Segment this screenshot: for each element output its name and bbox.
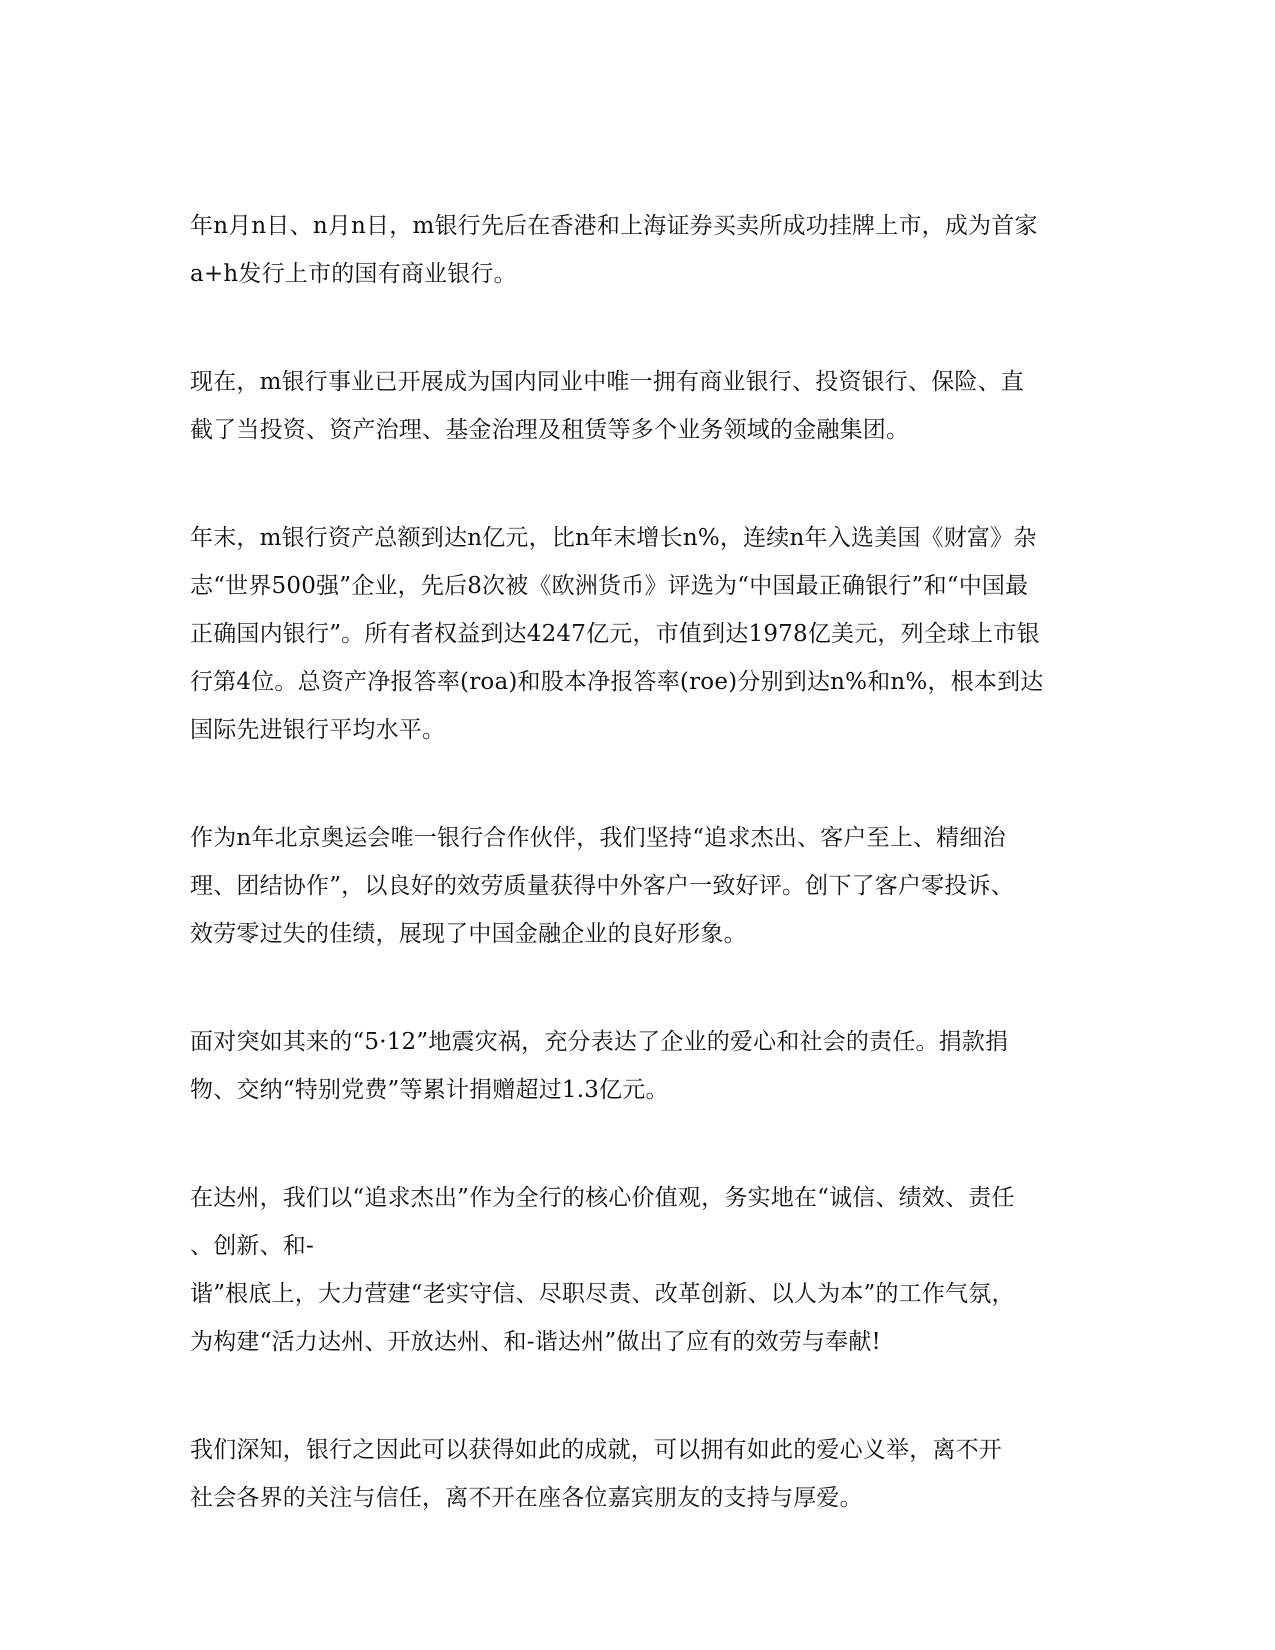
paragraph-gratitude — [190, 1426, 1090, 1522]
text-line: 效劳零过失的佳绩，展现了中国金融企业的良好形象。 — [190, 921, 747, 947]
text-line: 物、交纳“特别党费”等累计捐赠超过1.3亿元。 — [190, 1077, 669, 1103]
document-body — [190, 202, 1090, 1582]
text-line: 正确国内银行”。所有者权益到达4247亿元，市值到达1978亿美元，列全球上市银 — [190, 621, 1040, 647]
paragraph-financials — [190, 514, 1090, 754]
text-line: 社会各界的关注与信任，离不开在座各位嘉宾朋友的支持与厚爱。 — [190, 1485, 863, 1511]
text-line: 截了当投资、资产治理、基金治理及租赁等多个业务领域的金融集团。 — [190, 417, 910, 443]
text-line: 行第4位。总资产净报答率(roa)和股本净报答率(roe)分别到达n%和n%，根本到达 — [190, 669, 1044, 695]
text-line: 年n月n日、n月n日，m银行先后在香港和上海证券买卖所成功挂牌上市，成为首家 — [190, 213, 1038, 239]
text-line: 国际先进银行平均水平。 — [190, 717, 446, 743]
paragraph-earthquake — [190, 1018, 1090, 1114]
text-line: 面对突如其来的“5·12”地震灾祸，充分表达了企业的爱心和社会的责任。捐款捐 — [190, 1029, 1009, 1055]
text-line: 年末，m银行资产总额到达n亿元，比n年末增长n%，连续n年入选美国《财富》杂 — [190, 525, 1037, 551]
text-line: 为构建“活力达州、开放达州、和-谐达州”做出了应有的效劳与奉献! — [190, 1329, 881, 1355]
text-line: 志“世界500强”企业，先后8次被《欧洲货币》评选为“中国最正确银行”和“中国最 — [190, 573, 1029, 599]
text-line: 我们深知，银行之因此可以获得如此的成就，可以拥有如此的爱心义举，离不开 — [190, 1437, 1002, 1463]
text-line: 作为n年北京奥运会唯一银行合作伙伴，我们坚持“追求杰出、客户至上、精细治 — [190, 825, 1006, 851]
text-line: 现在，m银行事业已开展成为国内同业中唯一拥有商业银行、投资银行、保险、直 — [190, 369, 1025, 395]
text-line: 、创新、和- — [190, 1233, 314, 1259]
paragraph-business-scope — [190, 358, 1090, 454]
paragraph-olympics — [190, 814, 1090, 958]
text-line: 在达州，我们以“追求杰出”作为全行的核心价值观，务实地在“诚信、绩效、责任 — [190, 1185, 1015, 1211]
text-line: a+h发行上市的国有商业银行。 — [190, 261, 517, 287]
paragraph-listing — [190, 202, 1090, 298]
paragraph-dazhou — [190, 1174, 1090, 1366]
text-line: 理、团结协作”，以良好的效劳质量获得中外客户一致好评。创下了客户零投诉、 — [190, 873, 1014, 899]
text-line: 谐”根底上，大力营建“老实守信、尽职尽责、改革创新、以人为本”的工作气氛， — [190, 1281, 1015, 1307]
